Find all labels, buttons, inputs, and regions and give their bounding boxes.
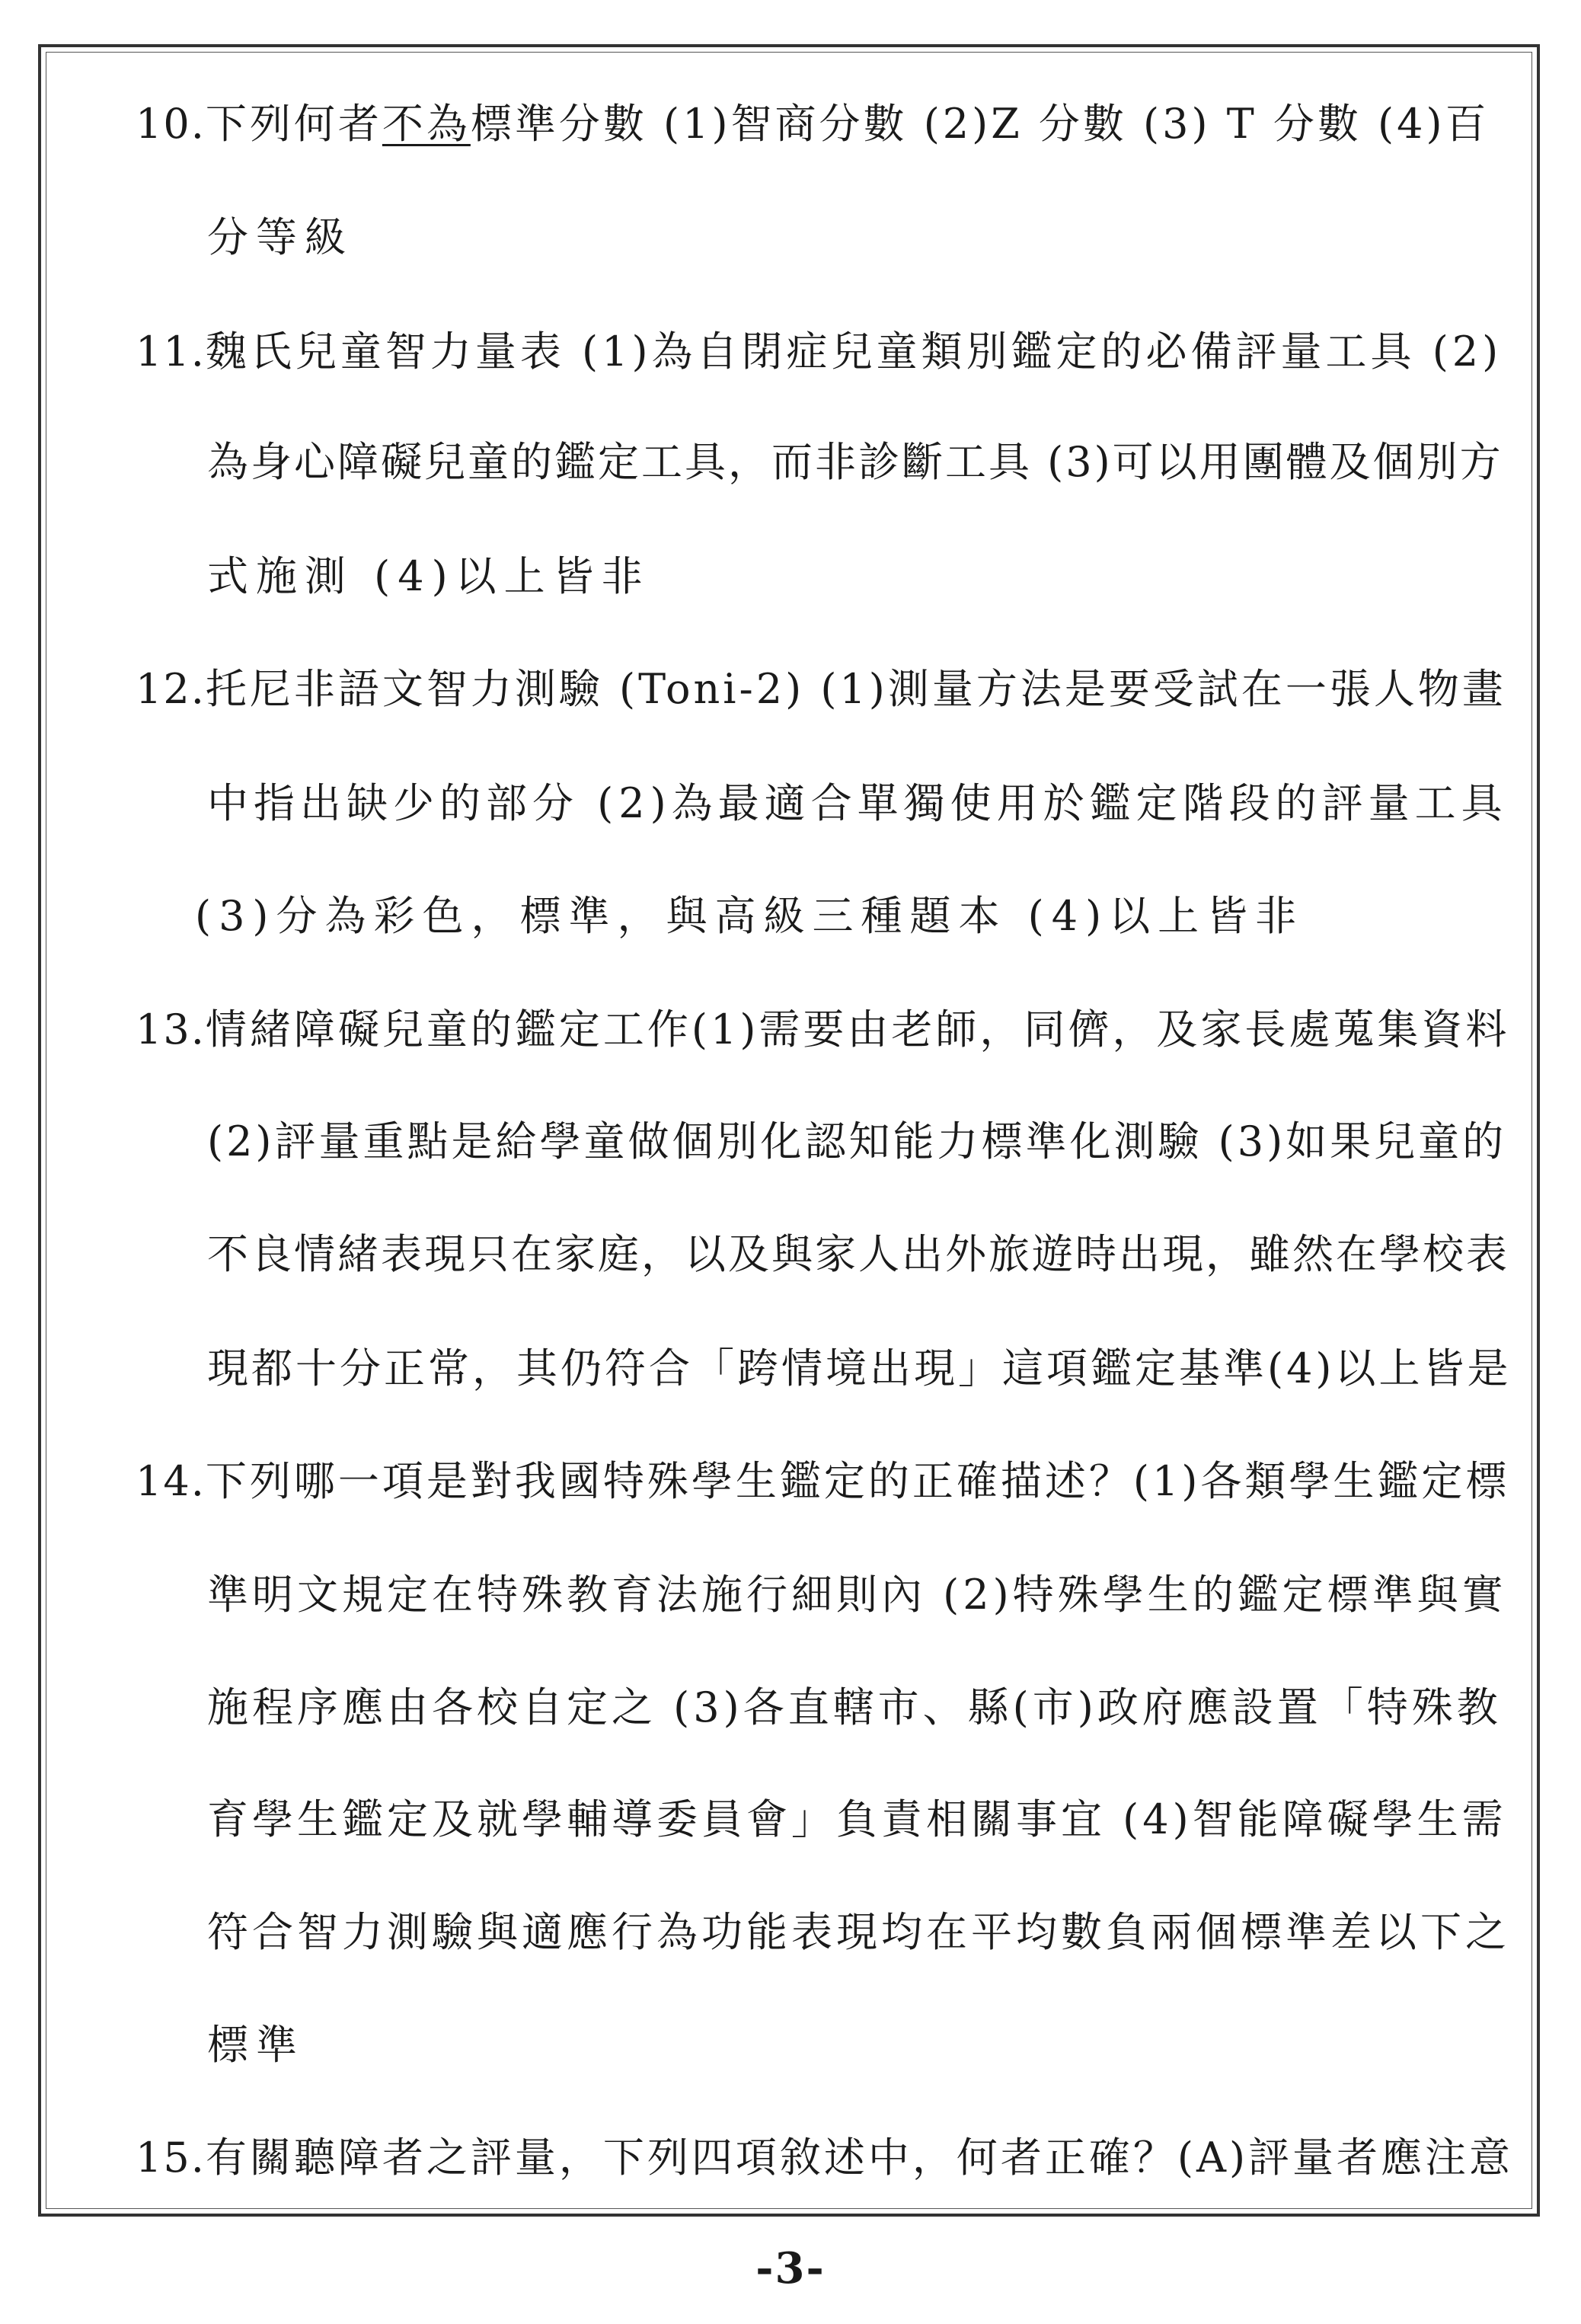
question-number: 11. — [136, 328, 206, 376]
question-14-line-3: 施程序應由各校自定之 (3)各直轄市、縣(市)政府應設置「特殊教 — [207, 1683, 1502, 1731]
question-14-line-1: 14.下列哪一項是對我國特殊學生鑑定的正確描述？(1)各類學生鑑定標 — [136, 1457, 1510, 1505]
question-13-line-3: 不良情緒表現只在家庭，以及與家人出外旅遊時出現，雖然在學校表 — [207, 1230, 1509, 1278]
question-15-line-1: 15.有關聽障者之評量，下列四項敘述中，何者正確？(A)評量者應注意 — [136, 2134, 1514, 2182]
question-11-line-3: 式施測 (4)以上皆非 — [207, 552, 650, 600]
question-11-line-2: 為身心障礙兒童的鑑定工具，而非診斷工具 (3)可以用團體及個別方 — [207, 438, 1503, 486]
question-number: 13. — [136, 1005, 206, 1053]
question-13-line-4: 現都十分正常，其仍符合「跨情境出現」這項鑑定基準(4)以上皆是 — [207, 1344, 1512, 1392]
question-14-line-5: 符合智力測驗與適應行為功能表現均在平均數負兩個標準差以下之 — [207, 1908, 1510, 1956]
question-10-line-2: 分等級 — [207, 213, 353, 261]
question-12-line-2: 中指出缺少的部分 (2)為最適合單獨使用於鑑定階段的評量工具 — [207, 779, 1508, 827]
underlined-text: 不為 — [382, 100, 471, 148]
question-number: 12. — [136, 665, 206, 713]
question-12-line-3: (3)分為彩色，標準，與高級三種題本 (4)以上皆非 — [195, 892, 1305, 940]
question-number: 10. — [136, 100, 206, 148]
question-14-line-4: 育學生鑑定及就學輔導委員會」負責相關事宜 (4)智能障礙學生需 — [207, 1795, 1507, 1843]
question-12-line-1: 12.托尼非語文智力測驗 (Toni-2) (1)測量方法是要受試在一張人物畫 — [136, 665, 1506, 713]
question-10-line-1: 10.下列何者不為標準分數 (1)智商分數 (2)Z 分數 (3) T 分數 (4)百 — [136, 100, 1490, 148]
question-13-line-1: 13.情緒障礙兒童的鑑定工作(1)需要由老師，同儕，及家長處蒐集資料 — [136, 1005, 1510, 1053]
question-number: 15. — [136, 2134, 206, 2182]
question-number: 14. — [136, 1457, 206, 1505]
question-14-line-6: 標準 — [207, 2021, 305, 2069]
page-number: -3- — [755, 2243, 826, 2294]
question-11-line-1: 11.魏氏兒童智力量表 (1)為自閉症兒童類別鑑定的必備評量工具 (2) — [136, 328, 1503, 376]
question-14-line-2: 準明文規定在特殊教育法施行細則內 (2)特殊學生的鑑定標準與實 — [207, 1571, 1507, 1619]
question-13-line-2: (2)評量重點是給學童做個別化認知能力標準化測驗 (3)如果兒童的 — [207, 1117, 1507, 1165]
